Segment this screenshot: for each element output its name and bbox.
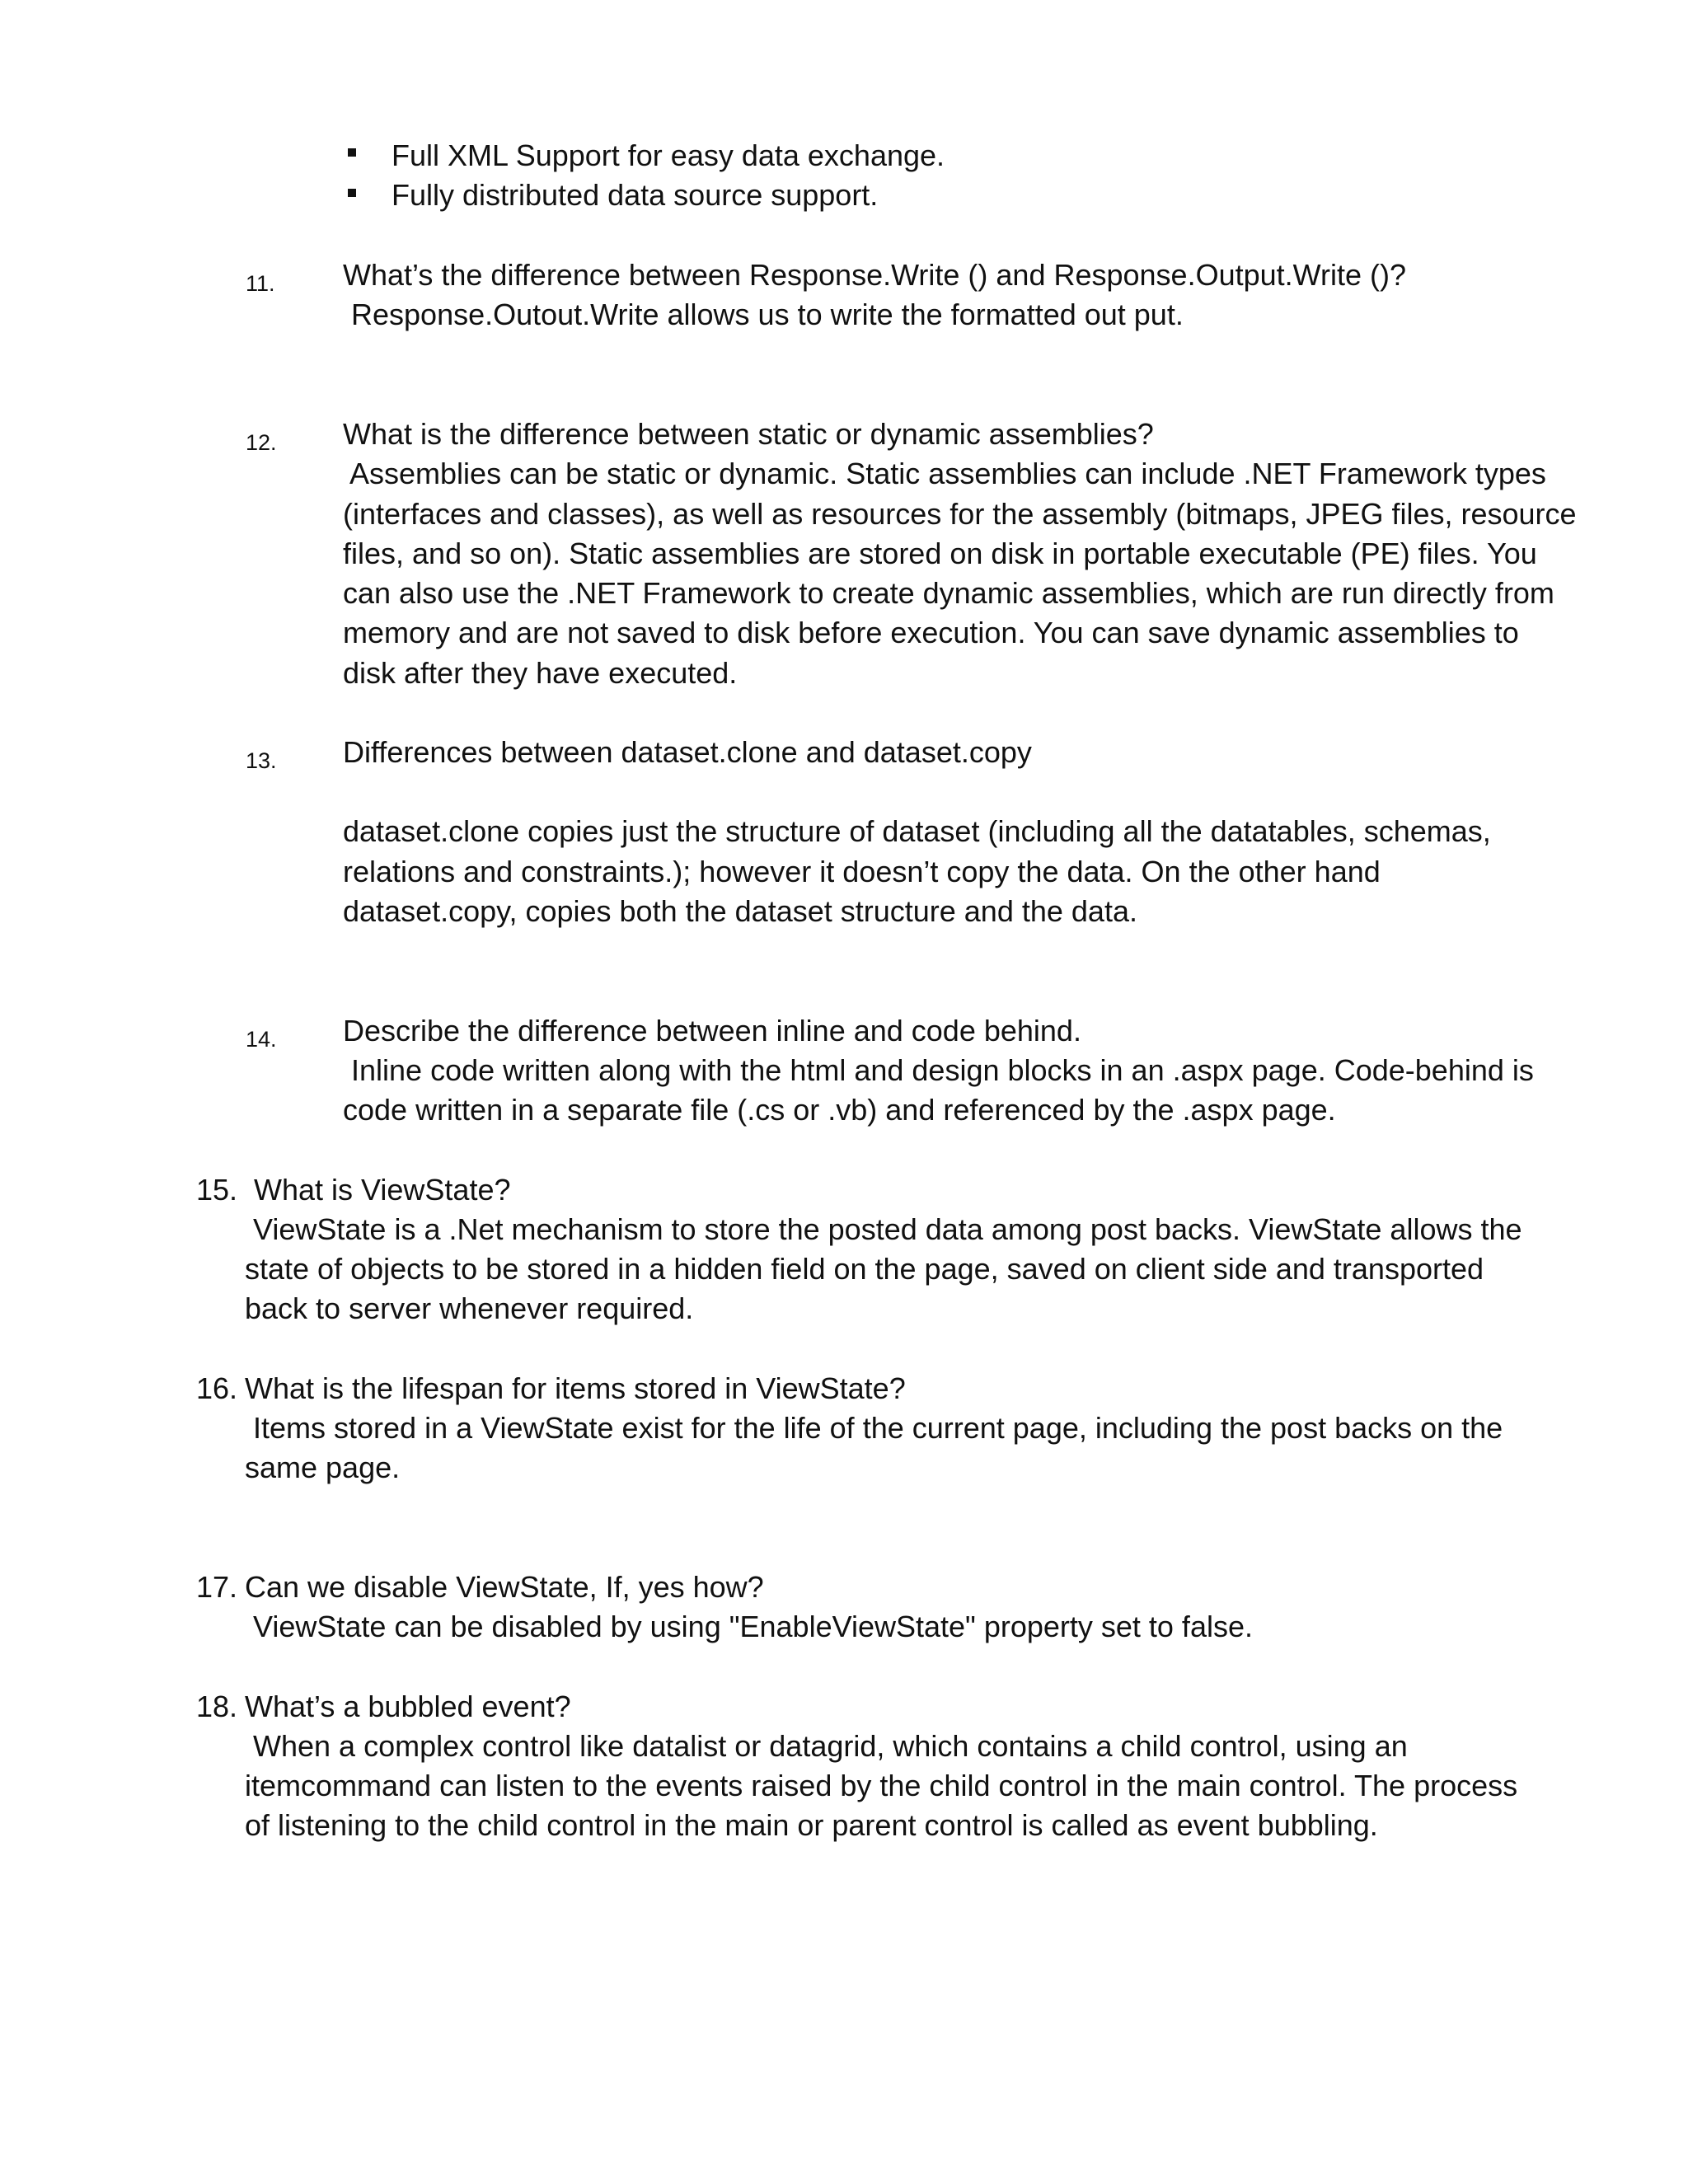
answer-line: of listening to the child control in the main or parent control is called as event bubbling. — [245, 1808, 1378, 1842]
question-text: Differences between dataset.clone and dataset.copy — [343, 735, 1032, 769]
question-number: 14. — [246, 1027, 277, 1052]
answer-line: itemcommand can listen to the events raised by the child control in the main control. The process — [245, 1769, 1518, 1802]
answer-line: When a complex control like datalist or datagrid, which contains a child control, using an — [245, 1729, 1408, 1763]
answer-line: (interfaces and classes), as well as resources for the assembly (bitmaps, JPEG files, resource — [343, 497, 1577, 531]
answer-line: Inline code written along with the html and design blocks in an .aspx page. Code-behind is — [343, 1053, 1534, 1087]
answer-line: Response.Outout.Write allows us to write the formatted out put. — [343, 298, 1184, 331]
answer-line: memory and are not saved to disk before execution. You can save dynamic assemblies to — [343, 616, 1519, 649]
question-text: Can we disable ViewState, If, yes how? — [245, 1570, 764, 1604]
answer-line: dataset.copy, copies both the dataset structure and the data. — [343, 894, 1137, 928]
answer-line: same page. — [245, 1451, 401, 1484]
bullet-marker — [348, 148, 356, 157]
question-number: 16. — [196, 1371, 238, 1405]
question-number: 12. — [246, 430, 277, 455]
question-number: 15. — [196, 1173, 238, 1207]
answer-line: can also use the .NET Framework to create dynamic assemblies, which are run directly from — [343, 576, 1554, 610]
answer-line: back to server whenever required. — [245, 1291, 694, 1325]
question-number: 11. — [246, 271, 275, 296]
answer-line: state of objects to be stored in a hidden field on the page, saved on client side and transported — [245, 1252, 1484, 1286]
question-text: Describe the difference between inline and code behind. — [343, 1014, 1081, 1047]
question-text: What is ViewState? — [254, 1173, 511, 1207]
answer-line: files, and so on). Static assemblies are stored on disk in portable executable (PE) files. You — [343, 537, 1537, 570]
question-text: What is the difference between static or dynamic assemblies? — [343, 417, 1154, 451]
answer-line: relations and constraints.); however it doesn’t copy the data. On the other hand — [343, 855, 1381, 888]
answer-line: ViewState can be disabled by using "EnableViewState" property set to false. — [245, 1610, 1253, 1643]
answer-line: dataset.clone copies just the structure of dataset (including all the datatables, schemas, — [343, 814, 1491, 848]
question-text: What’s the difference between Response.Write () and Response.Output.Write ()? — [343, 258, 1406, 292]
question-text: What is the lifespan for items stored in ViewState? — [245, 1371, 906, 1405]
question-number: 13. — [246, 748, 277, 773]
question-number: 17. — [196, 1570, 238, 1604]
bullet-marker — [348, 189, 356, 197]
question-text: What’s a bubbled event? — [245, 1690, 571, 1723]
question-number: 18. — [196, 1690, 238, 1723]
bullet-item: Fully distributed data source support. — [392, 178, 879, 212]
answer-line: Assemblies can be static or dynamic. Static assemblies can include .NET Framework types — [343, 457, 1546, 490]
answer-line: code written in a separate file (.cs or .vb) and referenced by the .aspx page. — [343, 1093, 1336, 1127]
answer-line: ViewState is a .Net mechanism to store the posted data among post backs. ViewState allows the — [245, 1212, 1522, 1246]
answer-line: disk after they have executed. — [343, 656, 738, 690]
answer-line: Items stored in a ViewState exist for the life of the current page, including the post backs on the — [245, 1411, 1503, 1445]
bullet-item: Full XML Support for easy data exchange. — [392, 138, 945, 172]
